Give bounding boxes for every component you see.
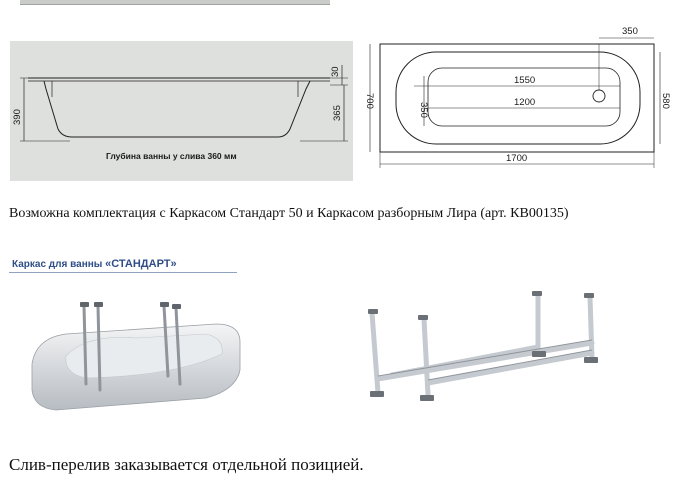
bath-frame-illustration <box>26 294 256 416</box>
frame-foot-caps <box>80 302 181 309</box>
dim-365-label: 365 <box>332 105 343 121</box>
dim-1700-label: 1700 <box>506 153 528 164</box>
dim-350-left-label: 350 <box>418 102 429 118</box>
frame-header-prefix: Каркас для ванны <box>12 259 106 270</box>
dim-350-top-label: 350 <box>622 26 638 37</box>
drain-circle <box>593 90 605 102</box>
bath-top-view-drawing <box>364 26 671 186</box>
frame-rails <box>372 295 592 395</box>
side-view-svg <box>10 41 353 181</box>
dim-30-label: 30 <box>330 66 341 77</box>
top-view-svg <box>364 26 671 186</box>
dim-700-label: 700 <box>364 93 375 109</box>
frame-header-underline <box>9 272 237 273</box>
side-view-caption: Глубина ванны у слива 360 мм <box>106 151 237 161</box>
frame-options-text: Возможна комплектация с Каркасом Стандарт 50 и Каркасом разборным Лира (арт. КВ00135) <box>9 206 569 221</box>
dim-390-label: 390 <box>12 109 23 125</box>
bath-with-standart-frame-image <box>26 294 256 416</box>
frame-header-brand: «СТАНДАРТ» <box>105 258 177 270</box>
lira-frame-image <box>352 283 672 411</box>
frame-section-header <box>9 256 237 274</box>
dim-1200-label: 1200 <box>514 97 536 108</box>
dim-580-label: 580 <box>660 93 671 109</box>
drain-overflow-note: Слив-перелив заказывается отдельной позицией. <box>9 455 364 474</box>
bath-side-view-drawing <box>10 41 353 181</box>
frame-header-title <box>12 258 177 270</box>
dim-1550-label: 1550 <box>514 75 536 86</box>
top-image-edge <box>20 0 330 5</box>
tub-outline <box>44 81 310 137</box>
frame-illustration <box>352 283 672 411</box>
